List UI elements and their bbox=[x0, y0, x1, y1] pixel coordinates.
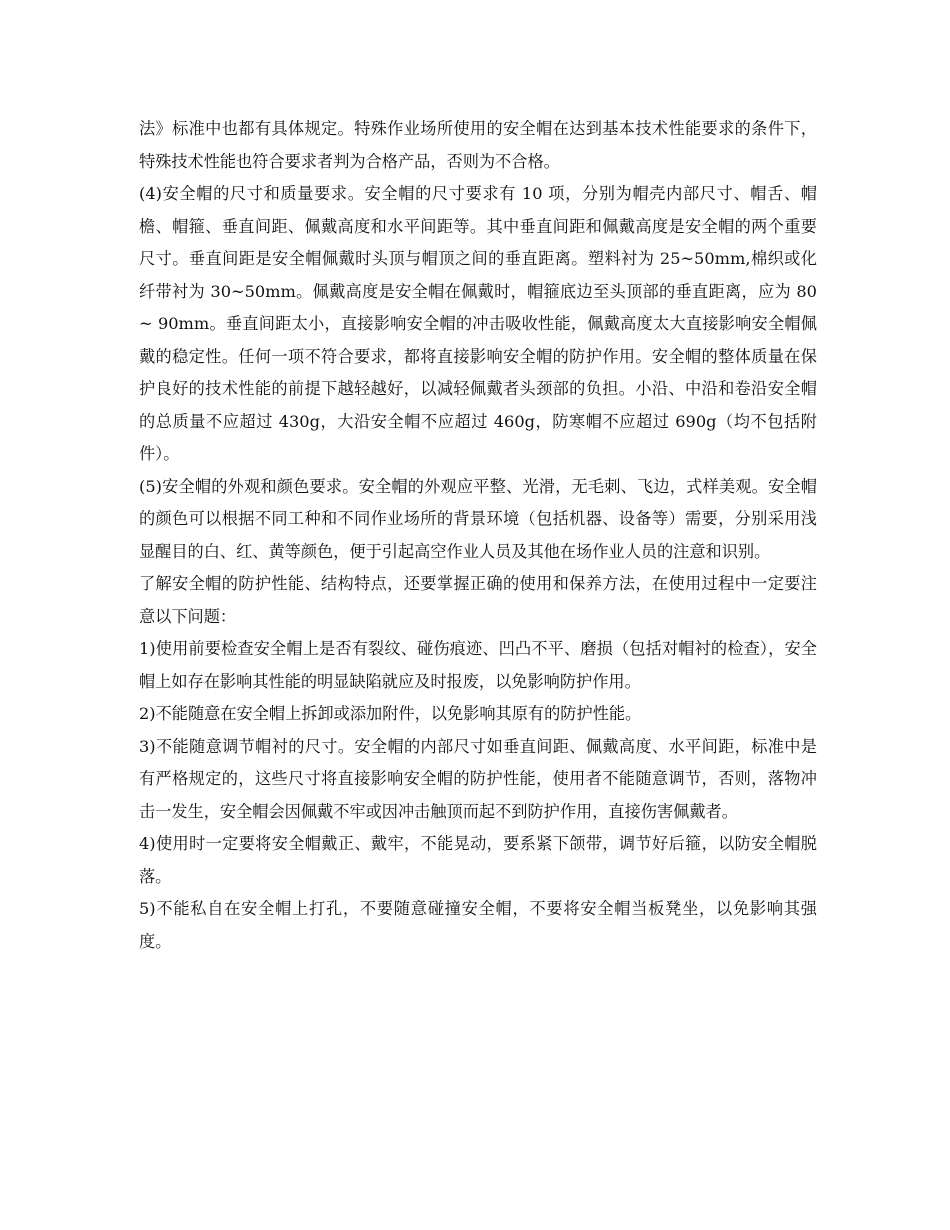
paragraph-usage-intro: 了解安全帽的防护性能、结构特点，还要掌握正确的使用和保养方法，在使用过程中一定要注意以下问题： bbox=[139, 574, 817, 626]
paragraph-size-and-weight: (4)安全帽的尺寸和质量要求。安全帽的尺寸要求有 10 项，分别为帽壳内部尺寸、帽舌、帽檐、帽箍、垂直间距、佩戴高度和水平间距等。其中垂直间距和佩戴高度是安全帽的两个重要尺寸。垂直间距是安全帽佩戴时头顶与帽顶之间的垂直距离。塑料衬为 25~50mm,棉织或化纤带衬为 30~50mm。佩戴高度是安全帽在佩戴时，帽箍底边至头顶部的垂直距离，应为 80~ 90mm。垂直间距太小，直接影响安全帽的冲击吸收性能，佩戴高度太大直接影响安全帽佩戴的稳定性。任何一项不符合要求，都将直接影响安全帽的防护作用。安全帽的整体质量在保护良好的技术性能的前提下越轻越好，以减轻佩戴者头颈部的负担。小沿、中沿和卷沿安全帽的总质量不应超过 430g，大沿安全帽不应超过 460g，防寒帽不应超过 690g（均不包括附件）。 bbox=[139, 184, 817, 463]
document-body bbox=[139, 113, 817, 958]
list-item-1: 1)使用前要检查安全帽上是否有裂纹、碰伤痕迹、凹凸不平、磨损（包括对帽衬的检查），安全帽上如存在影响其性能的明显缺陷就应及时报废，以免影响防护作用。 bbox=[139, 639, 817, 691]
paragraph-standard-continuation: 法》标准中也都有具体规定。特殊作业场所使用的安全帽在达到基本技术性能要求的条件下，特殊技术性能也符合要求者判为合格产品，否则为不合格。 bbox=[139, 119, 817, 171]
list-item-4: 4)使用时一定要将安全帽戴正、戴牢，不能晃动，要系紧下颌带，调节好后箍，以防安全帽脱落。 bbox=[139, 834, 817, 886]
paragraph-appearance-and-color: (5)安全帽的外观和颜色要求。安全帽的外观应平整、光滑，无毛刺、飞边，式样美观。安全帽的颜色可以根据不同工种和不同作业场所的背景环境（包括机器、设备等）需要，分别采用浅显醒目的白、红、黄等颜色，便于引起高空作业人员及其他在场作业人员的注意和识别。 bbox=[139, 476, 817, 561]
list-item-2: 2)不能随意在安全帽上拆卸或添加附件，以免影响其原有的防护性能。 bbox=[139, 704, 642, 723]
list-item-3: 3)不能随意调节帽衬的尺寸。安全帽的内部尺寸如垂直间距、佩戴高度、水平间距，标准中是有严格规定的，这些尺寸将直接影响安全帽的防护性能，使用者不能随意调节，否则，落物冲击一发生，安全帽会因佩戴不牢或因冲击触顶而起不到防护作用，直接伤害佩戴者。 bbox=[139, 736, 817, 821]
list-item-5: 5)不能私自在安全帽上打孔，不要随意碰撞安全帽，不要将安全帽当板凳坐，以免影响其强度。 bbox=[139, 899, 817, 951]
